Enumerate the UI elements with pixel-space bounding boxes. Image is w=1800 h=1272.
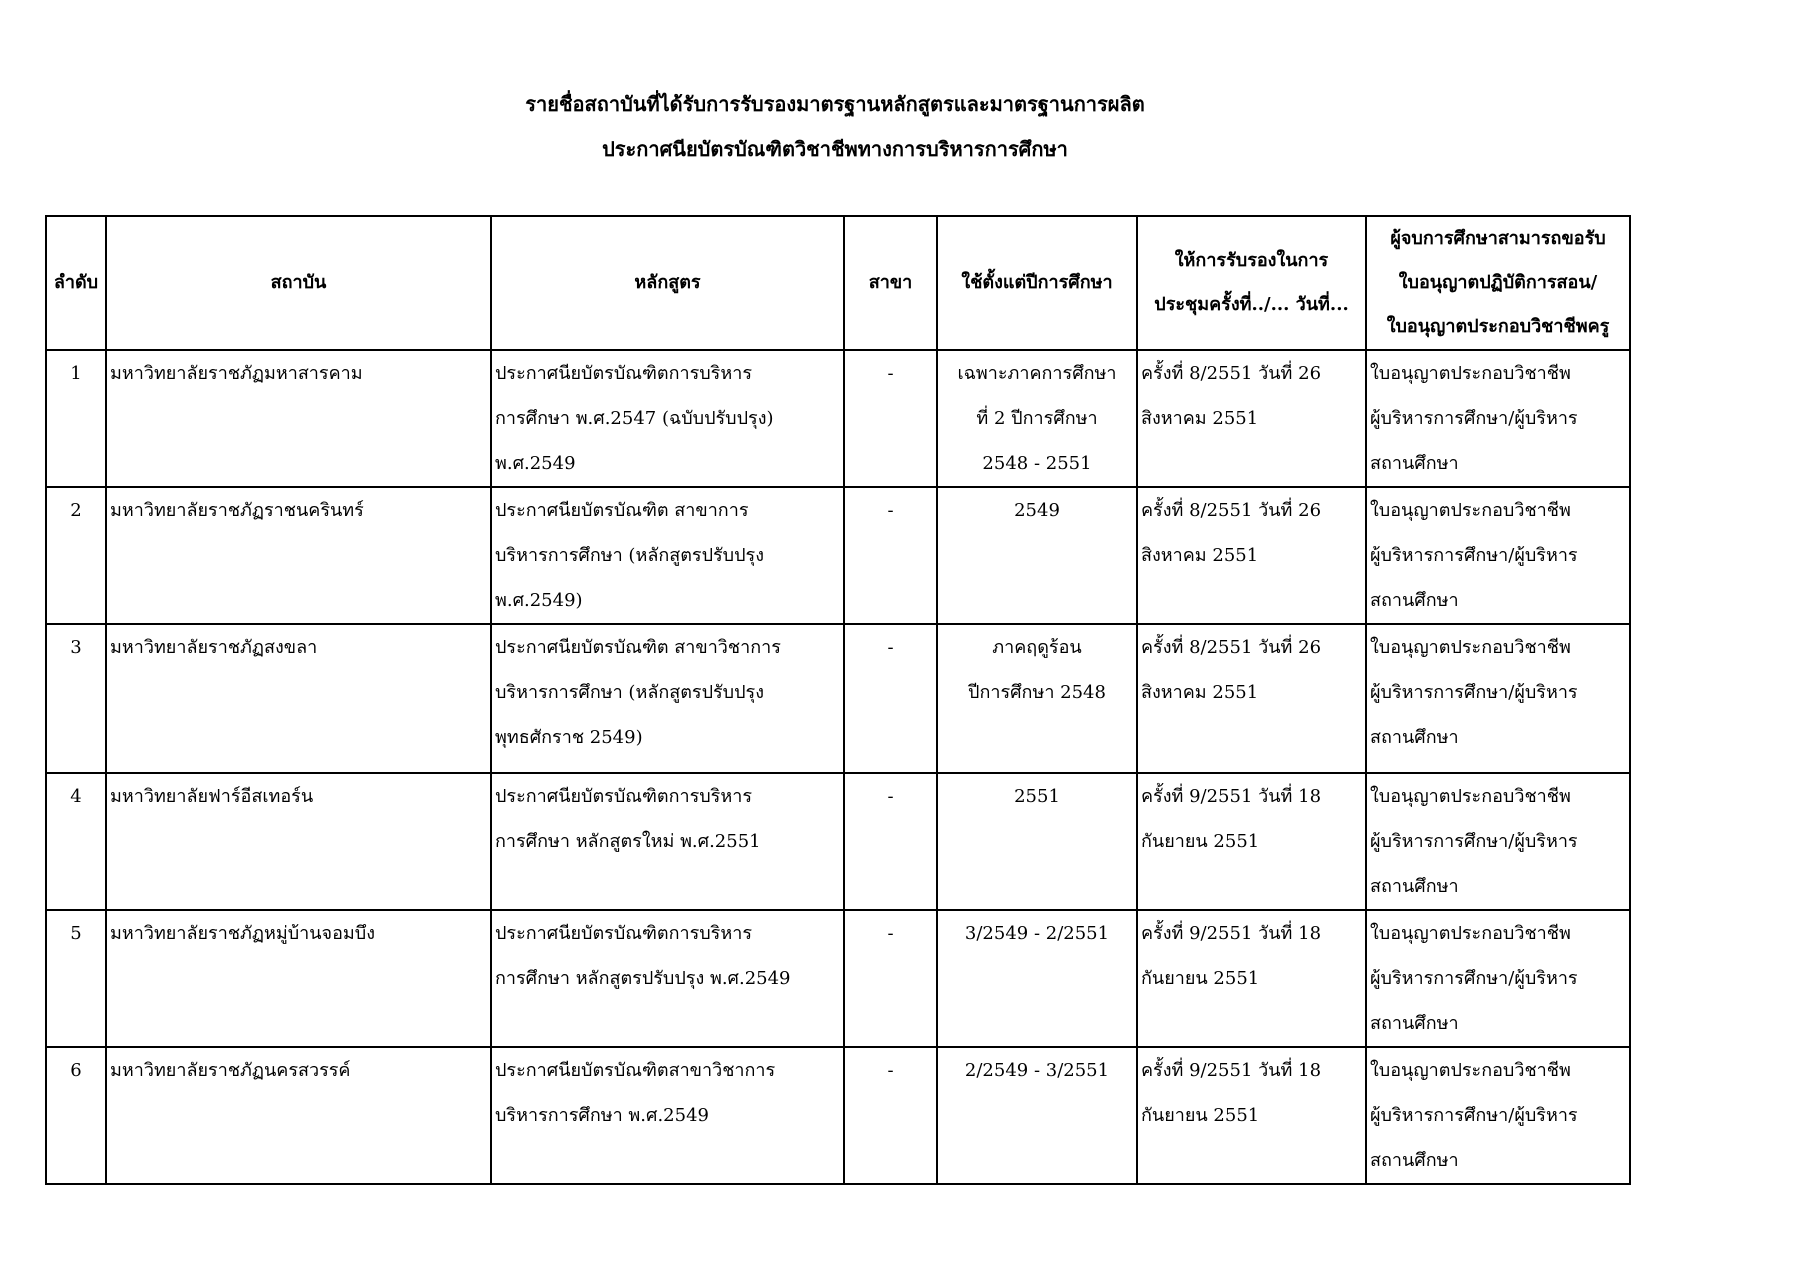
row-number: 3 [46,624,106,773]
course-name [491,910,844,1047]
header-num-label: ลำดับ [53,272,99,293]
start-year [937,624,1137,773]
course-name-line: บริหารการศึกษา (หลักสูตรปรับปรุง [495,545,764,566]
license-info-line: สถานศึกษา [1370,876,1459,897]
start-year [937,1047,1137,1184]
course-name-line: ประกาศนียบัตรบัณฑิตการบริหาร [495,786,752,807]
course-name-line: การศึกษา พ.ศ.2547 (ฉบับปรับปรุง) [495,408,774,429]
table-body [46,350,1630,1184]
course-name-line: ประกาศนียบัตรบัณฑิต สาขาวิชาการ [495,637,781,658]
institution-name: มหาวิทยาลัยราชภัฏหมู่บ้านจอมบึง [106,910,491,1047]
meeting-info [1137,487,1366,624]
header-institution-label: สถาบัน [270,272,327,293]
institution-name: มหาวิทยาลัยราชภัฏมหาสารคาม [106,350,491,487]
course-name-line: ประกาศนียบัตรบัณฑิต สาขาการ [495,500,749,521]
institution-name: มหาวิทยาลัยฟาร์อีสเทอร์น [106,773,491,910]
license-info [1366,773,1630,910]
row-number: 5 [46,910,106,1047]
meeting-info-line: สิงหาคม 2551 [1141,408,1259,429]
license-info-line: ผู้บริหารการศึกษา/ผู้บริหาร [1370,682,1578,703]
license-info-line: ใบอนุญาตประกอบวิชาชีพ [1370,363,1571,384]
header-license-line: ใบอนุญาตประกอบวิชาชีพครู [1386,316,1610,337]
branch-value: - [844,1047,937,1184]
license-info-line: สถานศึกษา [1370,727,1459,748]
license-info-line: สถานศึกษา [1370,590,1459,611]
branch-value: - [844,910,937,1047]
license-info-line: ผู้บริหารการศึกษา/ผู้บริหาร [1370,545,1578,566]
course-name [491,624,844,773]
course-name-line: พุทธศักราช 2549) [495,727,643,748]
meeting-info [1137,624,1366,773]
header-branch-label: สาขา [868,272,913,293]
branch-value: - [844,350,937,487]
course-name-line: พ.ศ.2549) [495,590,583,611]
meeting-info [1137,910,1366,1047]
license-info [1366,487,1630,624]
start-year [937,773,1137,910]
license-info [1366,624,1630,773]
table-row [46,1047,1630,1184]
start-year [937,350,1137,487]
document-title: รายชื่อสถาบันที่ได้รับการรับรองมาตรฐานหลักสูตรและมาตรฐานการผลิต [525,92,1145,116]
table-row [46,773,1630,910]
meeting-info [1137,1047,1366,1184]
document-subtitle: ประกาศนียบัตรบัณฑิตวิชาชีพทางการบริหารการศึกษา [602,137,1068,161]
row-number: 1 [46,350,106,487]
header-year-label: ใช้ตั้งแต่ปีการศึกษา [961,272,1113,293]
meeting-info-line: กันยายน 2551 [1141,968,1260,989]
license-info-line: ผู้บริหารการศึกษา/ผู้บริหาร [1370,968,1578,989]
header-license-line: ผู้จบการศึกษาสามารถขอรับ [1390,228,1606,249]
course-name-line: ประกาศนียบัตรบัณฑิตสาขาวิชาการ [495,1060,776,1081]
header-course [491,216,844,350]
license-info-line: สถานศึกษา [1370,1013,1459,1034]
course-name [491,487,844,624]
branch-value: - [844,773,937,910]
meeting-info-line: ครั้งที่ 8/2551 วันที่ 26 [1141,500,1322,521]
table-row [46,624,1630,773]
course-name-line: ประกาศนียบัตรบัณฑิตการบริหาร [495,923,752,944]
license-info-line: ใบอนุญาตประกอบวิชาชีพ [1370,923,1571,944]
start-year-line: 2/2549 - 3/2551 [964,1060,1110,1081]
license-info-line: ใบอนุญาตประกอบวิชาชีพ [1370,637,1571,658]
institution-name: มหาวิทยาลัยราชภัฏราชนครินทร์ [106,487,491,624]
row-number: 2 [46,487,106,624]
course-name [491,773,844,910]
start-year-line: ปีการศึกษา 2548 [968,682,1106,703]
header-institution [106,216,491,350]
institution-name: มหาวิทยาลัยราชภัฏสงขลา [106,624,491,773]
course-name [491,350,844,487]
course-name [491,1047,844,1184]
meeting-info-line: ครั้งที่ 9/2551 วันที่ 18 [1141,786,1322,807]
meeting-info [1137,773,1366,910]
meeting-info [1137,350,1366,487]
course-name-line: ประกาศนียบัตรบัณฑิตการบริหาร [495,363,752,384]
meeting-info-line: กันยายน 2551 [1141,1105,1260,1126]
license-info-line: ผู้บริหารการศึกษา/ผู้บริหาร [1370,1105,1578,1126]
institutions-table [45,215,1631,1185]
header-meeting-line: ให้การรับรองในการ [1174,250,1329,271]
license-info-line: ใบอนุญาตประกอบวิชาชีพ [1370,500,1571,521]
header-year [937,216,1137,350]
course-name-line: บริหารการศึกษา (หลักสูตรปรับปรุง [495,682,764,703]
license-info [1366,350,1630,487]
start-year-line: 2549 [1014,500,1060,521]
meeting-info-line: ครั้งที่ 8/2551 วันที่ 26 [1141,637,1322,658]
license-info [1366,1047,1630,1184]
header-meeting-line: ประชุมครั้งที่../... วันที่... [1154,294,1349,315]
start-year-line: ที่ 2 ปีการศึกษา [976,408,1098,429]
header-license [1366,216,1630,350]
institution-name: มหาวิทยาลัยราชภัฏนครสวรรค์ [106,1047,491,1184]
license-info [1366,910,1630,1047]
start-year-line: 3/2549 - 2/2551 [964,923,1110,944]
start-year-line: เฉพาะภาคการศึกษา [957,363,1117,384]
start-year [937,910,1137,1047]
header-branch [844,216,937,350]
header-num [46,216,106,350]
row-number: 6 [46,1047,106,1184]
start-year [937,487,1137,624]
license-info-line: สถานศึกษา [1370,453,1459,474]
meeting-info-line: สิงหาคม 2551 [1141,545,1259,566]
license-info-line: ผู้บริหารการศึกษา/ผู้บริหาร [1370,408,1578,429]
start-year-line: 2548 - 2551 [982,453,1092,474]
table-row [46,910,1630,1047]
course-name-line: บริหารการศึกษา พ.ศ.2549 [495,1105,709,1126]
license-info-line: สถานศึกษา [1370,1150,1459,1171]
start-year-line: 2551 [1014,786,1060,807]
license-info-line: ใบอนุญาตประกอบวิชาชีพ [1370,786,1571,807]
meeting-info-line: ครั้งที่ 9/2551 วันที่ 18 [1141,923,1322,944]
license-info-line: ผู้บริหารการศึกษา/ผู้บริหาร [1370,831,1578,852]
start-year-line: ภาคฤดูร้อน [992,637,1082,658]
header-license-line: ใบอนุญาตปฏิบัติการสอน/ [1398,272,1598,293]
meeting-info-line: ครั้งที่ 8/2551 วันที่ 26 [1141,363,1322,384]
table-row [46,487,1630,624]
table-header-row [46,216,1630,350]
branch-value: - [844,487,937,624]
branch-value: - [844,624,937,773]
meeting-info-line: ครั้งที่ 9/2551 วันที่ 18 [1141,1060,1322,1081]
meeting-info-line: สิงหาคม 2551 [1141,682,1259,703]
header-meeting [1137,216,1366,350]
license-info-line: ใบอนุญาตประกอบวิชาชีพ [1370,1060,1571,1081]
course-name-line: พ.ศ.2549 [495,453,576,474]
meeting-info-line: กันยายน 2551 [1141,831,1260,852]
course-name-line: การศึกษา หลักสูตรใหม่ พ.ศ.2551 [495,831,761,852]
row-number: 4 [46,773,106,910]
table-row [46,350,1630,487]
header-course-label: หลักสูตร [634,272,701,293]
course-name-line: การศึกษา หลักสูตรปรับปรุง พ.ศ.2549 [495,968,791,989]
